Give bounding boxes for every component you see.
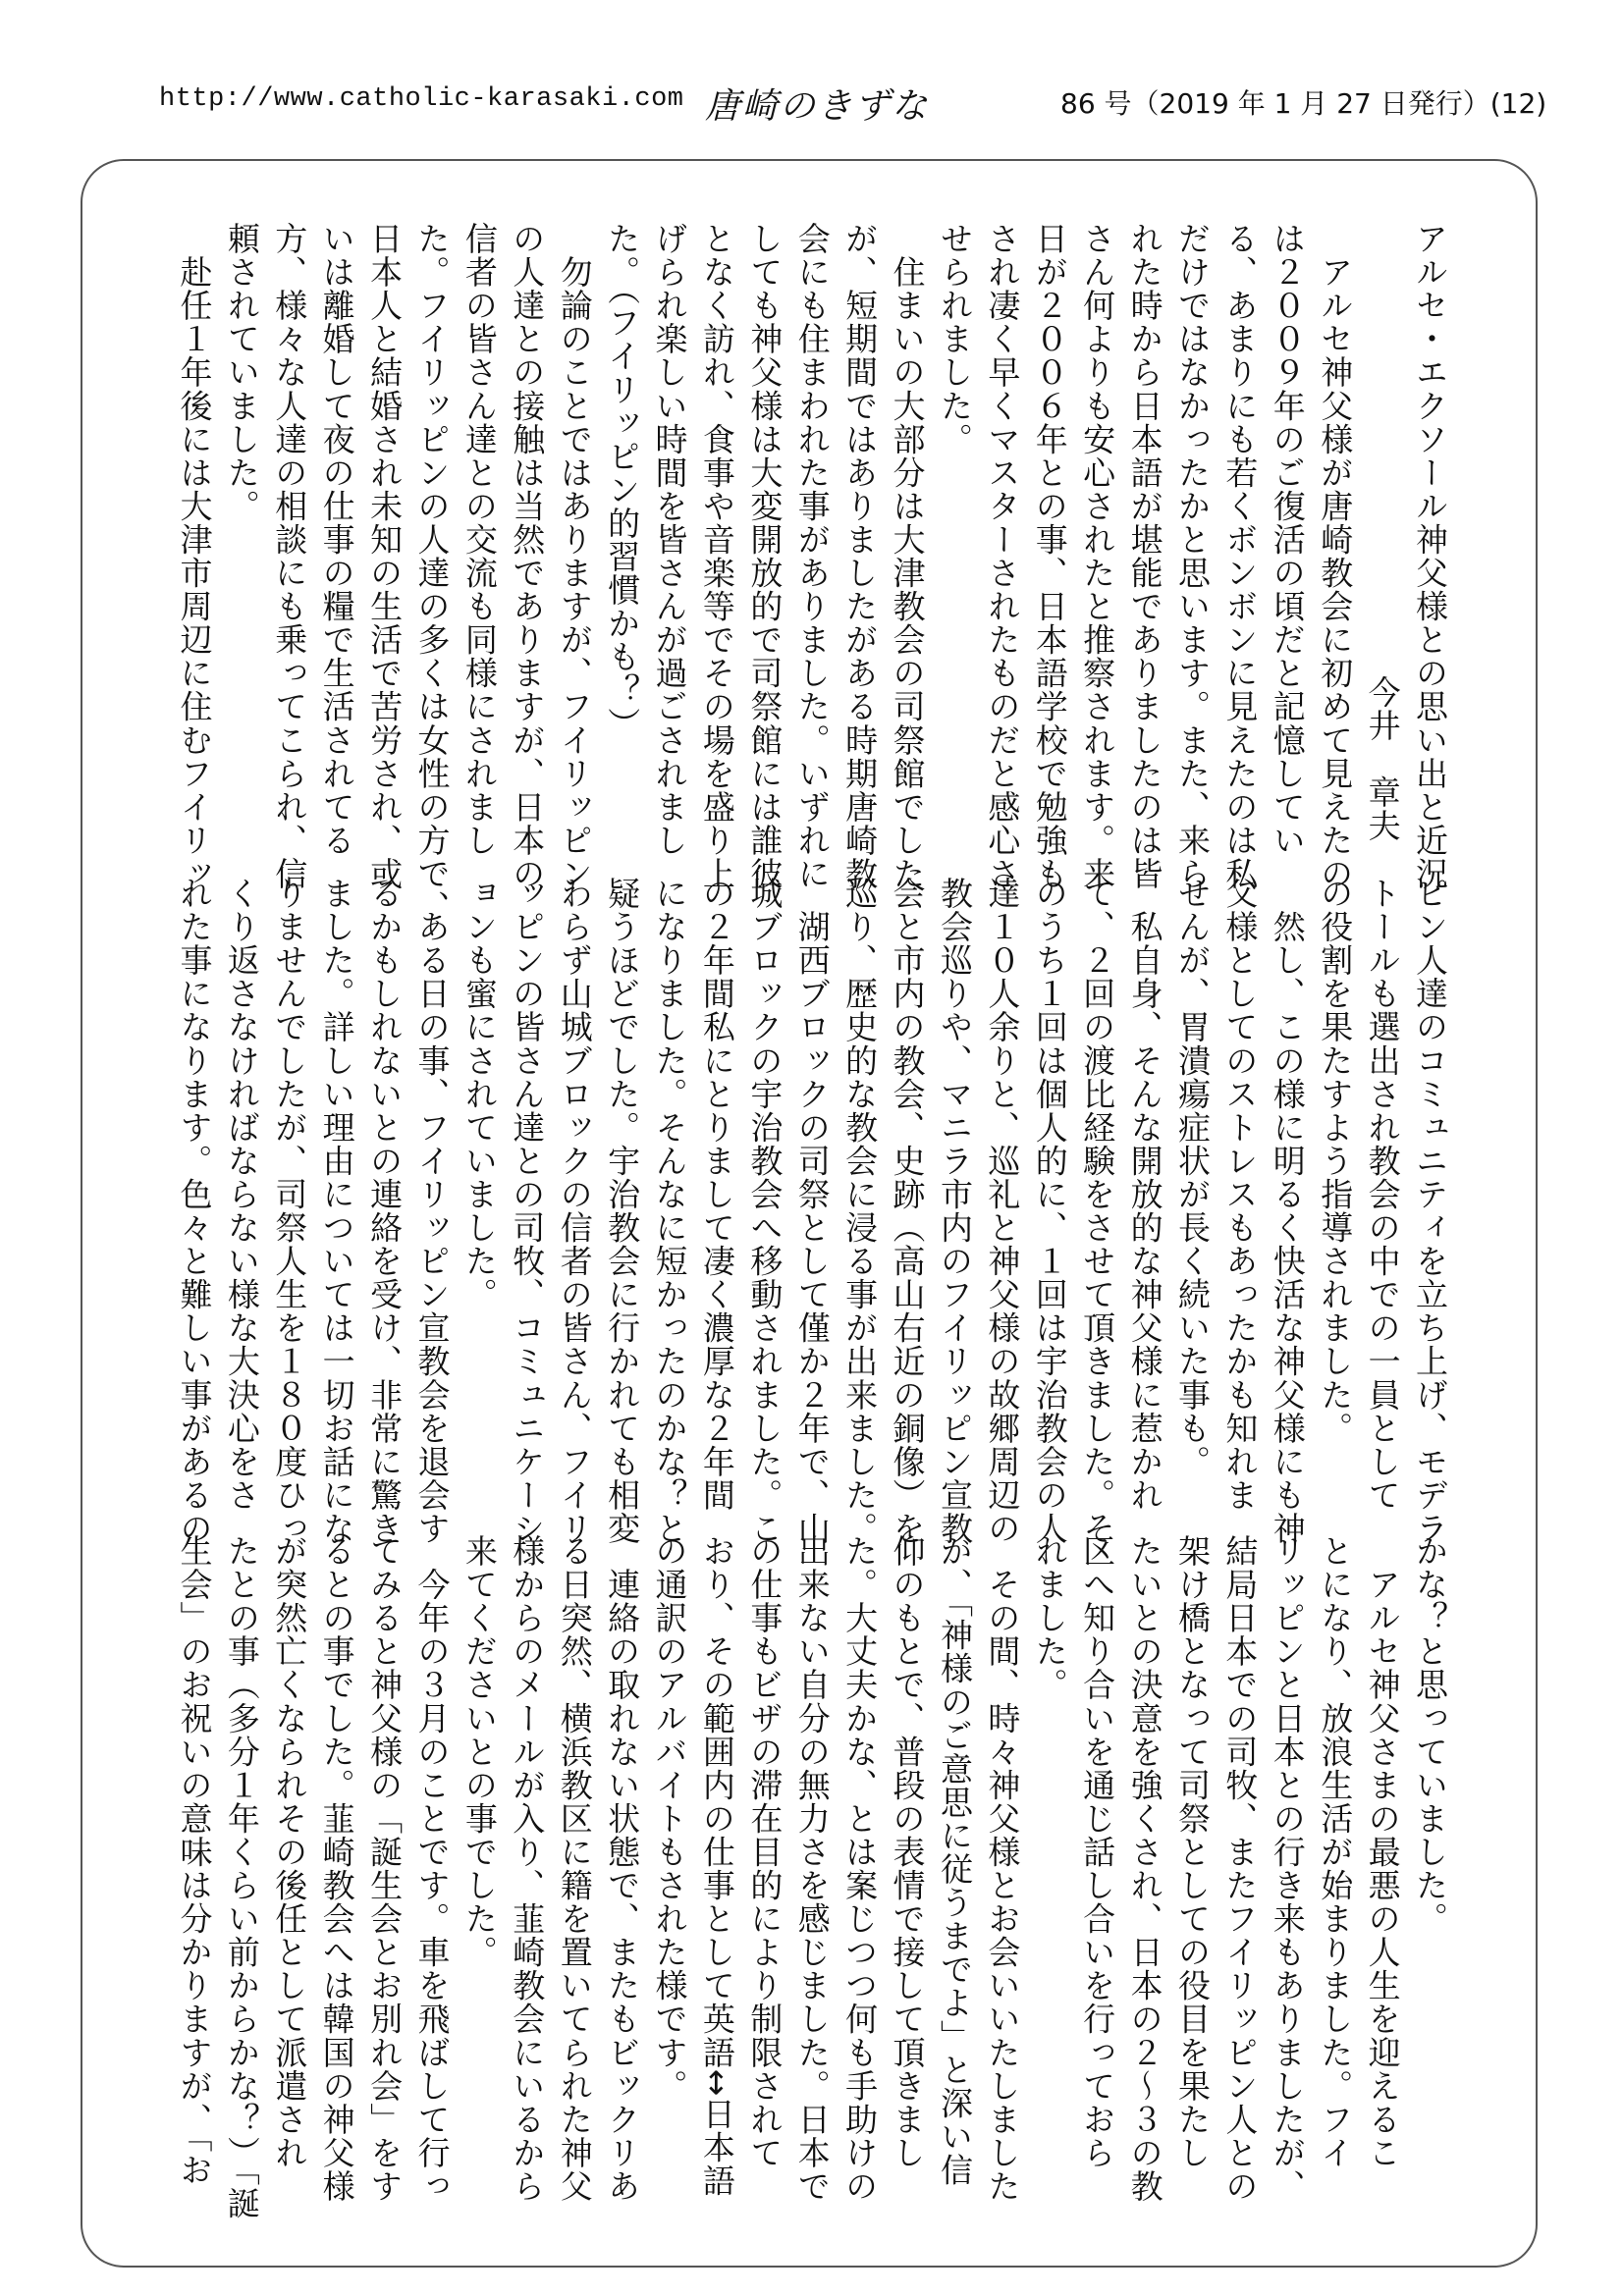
article-author: 今井 章夫 [1363, 674, 1402, 842]
site-url: http://www.catholic-karasaki.com [159, 84, 684, 114]
article-line: 疑うほどでした。宇治教会に行かれても相変 [603, 877, 642, 1545]
newsletter-logo: 唐崎のきずな [705, 86, 930, 127]
article-line: わらず山城ブロックの信者の皆さん、フイリ [555, 877, 594, 1545]
article-line: ました。詳しい理由については一切お話にな [317, 877, 356, 1545]
article-line: 区へ知り合いを通じ話し合いを行っておら [1078, 1534, 1117, 2169]
article-line: た。（フイリッピン的習慣かも？） [603, 222, 642, 741]
article-band-top [167, 222, 1453, 925]
article-line: 湖西ブロックの司祭として僅か２年で、山 [792, 877, 832, 1545]
issue-info: 86 号（2019 年 1 月 27 日発行）(12) [1060, 87, 1547, 120]
article-band-middle [167, 877, 1453, 1545]
article-line: 信者の皆さん達との交流も同様にされまし [460, 222, 499, 857]
article-line: 仰のもとで、普段の表情で接して頂きまし [888, 1534, 927, 2169]
article-line: 頼されていました。 [222, 222, 261, 523]
article-line: れた時から日本語が堪能でありましたのは皆 [1125, 222, 1164, 890]
article-line: となく訪れ、食事や音楽等でその場を盛り上 [697, 222, 736, 890]
article-line: リッピンと日本との行き来もありましたが、 [1268, 1534, 1307, 2203]
article-line: の２年間私にとりまして凄く濃厚な２年間 [697, 877, 736, 1512]
article-line: になりました。そんなに短かったのかな？と [650, 877, 689, 1545]
article-line: 来てくださいとの事でした。 [460, 1534, 499, 1969]
article-line: せられました。 [935, 222, 974, 456]
article-line: の通訳のアルバイトもされた様です。 [650, 1534, 689, 2103]
article-line: が、「神様のご意思に従うまでよ」と深い信 [935, 1534, 974, 2187]
article-line: くり返さなければならない様な大決心をさ [222, 877, 261, 1512]
article-line: とになり、放浪生活が始まりました。フイ [1316, 1534, 1355, 2169]
article-line: 日本人と結婚され未知の生活で苦労され、或 [365, 222, 405, 890]
article-line: 生会」のお祝いの意味は分かりますが、「お [175, 1534, 214, 2187]
article-line: の役割を果たすよう指導されました。 [1316, 877, 1355, 1445]
article-line: 方、様々な人達の相談にも乗ってこられ、信 [270, 222, 309, 890]
article-line: ョンも蜜にされていました。 [460, 877, 499, 1311]
article-line: てみると神父様の「誕生会とお別れ会」をす [365, 1534, 405, 2203]
article-line: 結局日本での司牧、またフイリッピン人との [1220, 1534, 1260, 2203]
article-line: 父様としてのストレスもあったかも知れま [1220, 877, 1260, 1512]
article-band-bottom [167, 1534, 1453, 2221]
article-line: かな？と思っていました。 [1411, 1534, 1449, 1936]
article-line: され凄く早くマスターされたものだと感心さ [983, 222, 1022, 890]
article-line: 様からのメールが入り、韮崎教会にいるから [508, 1534, 547, 2203]
article-line: 然し、この様に明るく快活な神父様にも神 [1268, 877, 1307, 1545]
article-line: て、２回の渡比経験をさせて頂きました。そ [1078, 877, 1117, 1545]
article-line: たいとの決意を強くされ、日本の２～３の教 [1125, 1534, 1164, 2203]
article-title: アルセ・エクソール神父様との思い出と近況 [1411, 222, 1449, 890]
article-line: の人達との接触は当然でありますが、日本の [508, 222, 547, 890]
article-line: その間、時々神父様とお会いいたしました [983, 1534, 1022, 2203]
article-line: 連絡の取れない状態で、またもビックリあ [603, 1534, 642, 2203]
article-line: 架け橋となって司祭としての役目を果たし [1172, 1534, 1212, 2169]
article-line: トールも選出され教会の中での一員として [1363, 877, 1402, 1512]
article-line: アルセ神父さまの最悪の人生を迎えるこ [1363, 1534, 1402, 2169]
article-line: 達１０人余りと、巡礼と神父様の故郷周辺の [983, 877, 1022, 1545]
page-header [0, 0, 1623, 147]
article-line: た。大丈夫かな、とは案じつつ何も手助けの [840, 1534, 880, 2203]
article-line: だけではなかったかと思います。また、来ら [1172, 222, 1212, 890]
article-line: 今年の３月のことです。車を飛ばして行っ [412, 1534, 452, 2203]
article-line: さん何よりも安心されたと推察されます。来 [1078, 222, 1117, 890]
article-line: 赴任１年後には大津市周辺に住むフイリッ [175, 222, 214, 890]
article-line: のうち１回は個人的に、１回は宇治教会の人 [1030, 877, 1069, 1545]
article-line: アルセ神父様が唐崎教会に初めて見えたの [1316, 222, 1355, 890]
article-line: 勿論のことではありますが、フイリッピン [555, 222, 594, 890]
article-line: 会と市内の教会、史跡（高山右近の銅像）を [888, 877, 927, 1545]
article-line: げられ楽しい時間を皆さんが過ごされまし [650, 222, 689, 857]
article-line: 日が２００６年との事、日本語学校で勉強も [1030, 222, 1069, 890]
article-line: 巡り、歴史的な教会に浸る事が出来ました。 [840, 877, 880, 1545]
article-line: 住まいの大部分は大津教会の司祭館でした [888, 222, 927, 890]
article-line: ピン人達のコミュニティを立ち上げ、モデラ [1411, 877, 1449, 1545]
article-line: 教会巡りや、マニラ市内のフイリッピン宣教 [935, 877, 974, 1545]
article-line: る日突然、横浜教区に籍を置いてられた神父 [555, 1534, 594, 2203]
article-line: ある日の事、フイリッピン宣教会を退会す [412, 877, 452, 1545]
article-line: 城ブロックの宇治教会へ移動されました。こ [745, 877, 784, 1545]
article-line: る、あまりにも若くボンボンに見えたのは私 [1220, 222, 1260, 890]
article-line: れました。 [1030, 1534, 1069, 1702]
article-line: た。フイリッピンの人達の多くは女性の方で、 [412, 222, 452, 925]
article-line: るかもしれないとの連絡を受け、非常に驚き [365, 877, 405, 1545]
article-line: るとの事でした。韮崎教会へは韓国の神父様 [317, 1534, 356, 2203]
article-line: 出来ない自分の無力さを感じました。日本で [792, 1534, 832, 2203]
article-line: 会にも住まわれた事がありました。いずれに [792, 222, 832, 890]
article-line: いは離婚して夜の仕事の糧で生活されてる [317, 222, 356, 857]
article-line: 私自身、そんな開放的な神父様に惹かれ [1125, 877, 1164, 1512]
article-line: の仕事もビザの滞在目的により制限されて [745, 1534, 784, 2169]
article-line: ッピンの皆さん達との司牧、コミュニケーシ [508, 877, 547, 1545]
article-line: は２００９年のご復活の頃だと記憶してい [1268, 222, 1307, 857]
article-line: りませんでしたが、司祭人生を１８０度ひっ [270, 877, 309, 1545]
article-line: おり、その範囲内の仕事として英語↔日本語 [697, 1534, 736, 2198]
article-line: せんが、胃潰瘍症状が長く続いた事も。 [1172, 877, 1212, 1478]
article-line: が、短期間ではありましたがある時期唐崎教 [840, 222, 880, 890]
article-line: れた事になります。色々と難しい事があるの [175, 877, 214, 1545]
article-line: しても神父様は大変開放的で司祭館には誰彼 [745, 222, 784, 890]
article-line: が突然亡くなられその後任として派遣され [270, 1534, 309, 2169]
article-line: たとの事（多分１年くらい前からかな？）「誕 [222, 1534, 261, 2220]
